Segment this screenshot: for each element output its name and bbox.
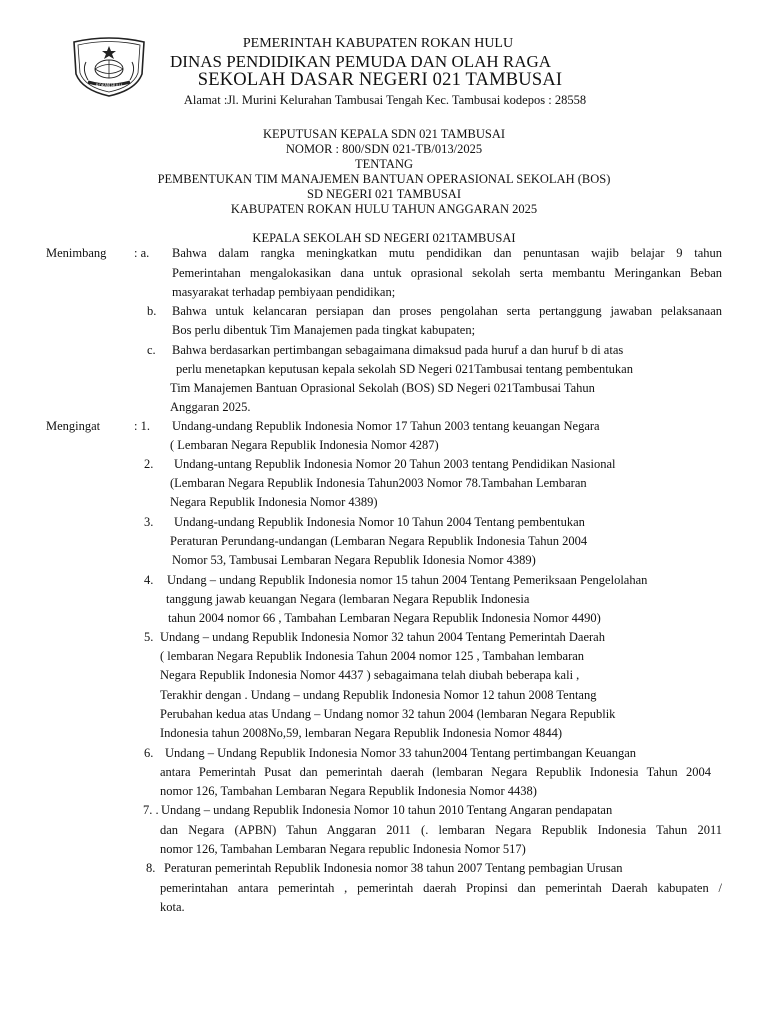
decree-school: SD NEGERI 021 TAMBUSAI — [307, 187, 461, 201]
menimbang-c-line: Tim Manajemen Bantuan Oprasional Sekolah (BOS) SD Negeri 021Tambusai Tahun — [170, 381, 595, 395]
mengingat-5-marker: 5. — [144, 630, 154, 644]
mengingat-8-line: Peraturan pemerintah Republik Indonesia nomor 38 tahun 2007 Tentang pembagian Urusan — [164, 861, 623, 875]
menimbang-a-line: Pemerintahan mengalokasikan dana untuk oprasional sekolah serta membantu Meringankan Beban — [172, 266, 722, 280]
mengingat-7-line: nomor 126, Tambahan Lembaran Negara republic Indonesia Nomor 517) — [160, 842, 526, 856]
mengingat-1-marker: : 1. — [134, 419, 150, 433]
decree-tentang: TENTANG — [354, 157, 413, 171]
mengingat-5-line: Indonesia tahun 2008No,59, lembaran Negara Republik Indonesia Nomor 4844) — [160, 726, 562, 740]
menimbang-b-marker: b. — [147, 304, 157, 318]
mengingat-7-line: dan Negara (APBN) Tahun Anggaran 2011 (. lembaran Negara Republik Indonesia Tahun 2011 — [160, 823, 722, 837]
mengingat-5-line: Perubahan kedua atas Undang – Undang nomor 32 tahun 2004 (lembaran Negara Republik — [160, 707, 616, 721]
mengingat-1-line: Undang-undang Republik Indonesia Nomor 17 Tahun 2003 tentang keuangan Negara — [172, 419, 600, 433]
mengingat-4-marker: 4. — [144, 573, 154, 587]
mengingat-2-line: Undang-untang Republik Indonesia Nomor 20 Tahun 2003 tentang Pendidikan Nasional — [174, 457, 616, 471]
mengingat-6-marker: 6. — [144, 746, 154, 760]
decree-title: KEPUTUSAN KEPALA SDN 021 TAMBUSAI — [262, 127, 506, 141]
mengingat-6-line: Undang – Undang Republik Indonesia Nomor 33 tahun2004 Tentang pertimbangan Keuangan — [165, 746, 637, 760]
regency-emblem-logo — [64, 36, 154, 98]
menimbang-a-line: masyarakat terhadap pembiyaan pendidikan; — [172, 285, 396, 299]
mengingat-3-line: Nomor 53, Tambusai Lembaran Negara Republik Idonesia Nomor 4389) — [172, 553, 536, 567]
mengingat-5-line: ( lembaran Negara Republik Indonesia Tahun 2004 nomor 125 , Tambahan lembaran — [160, 649, 585, 663]
mengingat-4-line: tanggung jawab keuangan Negara (lembaran Negara Republik Indonesia — [166, 592, 530, 606]
mengingat-7-marker: 7. . — [143, 803, 159, 817]
menimbang-a-marker: : a. — [134, 246, 150, 260]
decree-issuer: KEPALA SEKOLAH SD NEGERI 021TAMBUSAI — [252, 231, 516, 245]
mengingat-8-line: kota. — [160, 900, 185, 914]
menimbang-b-line: Bahwa untuk kelancaran persiapan dan proses pengolahan serta pertanggung jawaban pelaksanaan — [172, 304, 722, 318]
letterhead-address: Alamat :Jl. Murini Kelurahan Tambusai Tengah Kec. Tambusai kodepos : 28558 — [183, 93, 587, 107]
decree-subject: PEMBENTUKAN TIM MANAJEMEN BANTUAN OPERASIONAL SEKOLAH (BOS) — [157, 172, 611, 186]
mengingat-6-line: antara Pemerintah Pusat dan pemerintah daerah (lembaran Negara Republik Indonesia Tahun 2004 — [160, 765, 711, 779]
menimbang-label: Menimbang — [46, 246, 107, 260]
menimbang-c-line: perlu menetapkan keputusan kepala sekolah SD Negeri 021Tambusai tentang pembentukan — [176, 362, 633, 376]
mengingat-5-line: Undang – undang Republik Indonesia Nomor 32 tahun 2004 Tentang Pemerintah Daerah — [160, 630, 605, 644]
mengingat-4-line: Undang – undang Republik Indonesia nomor 15 tahun 2004 Tentang Pemeriksaan Pengelolahan — [167, 573, 648, 587]
mengingat-2-line: (Lembaran Negara Republik Indonesia Tahun2003 Nomor 78.Tambahan Lembaran — [170, 476, 587, 490]
menimbang-c-line: Anggaran 2025. — [170, 400, 251, 414]
mengingat-3-line: Peraturan Perundang-undangan (Lembaran Negara Republik Indonesia Tahun 2004 — [170, 534, 588, 548]
mengingat-5-line: Negara Republik Indonesia Nomor 4437 ) sebagaimana telah diubah beberapa kali , — [160, 668, 580, 682]
mengingat-8-marker: 8. — [146, 861, 156, 875]
menimbang-c-marker: c. — [147, 343, 156, 357]
mengingat-label: Mengingat — [46, 419, 101, 433]
letterhead-government: PEMERINTAH KABUPATEN ROKAN HULU — [242, 36, 514, 51]
mengingat-2-marker: 2. — [144, 457, 154, 471]
mengingat-8-line: pemerintahan antara pemerintah , pemerintah daerah Propinsi dan pemerintah Daerah kabupaten / — [160, 881, 722, 895]
mengingat-7-line: Undang – undang Republik Indonesia Nomor 10 tahun 2010 Tentang Angaran pendapatan — [161, 803, 613, 817]
menimbang-b-line: Bos perlu dibentuk Tim Manajemen pada tingkat kabupaten; — [172, 323, 476, 337]
menimbang-a-line: Bahwa dalam rangka meningkatkan mutu pendidikan dan penuntasan wajib belajar 9 tahun — [172, 246, 722, 260]
logo-text: ROKAN HULU — [95, 83, 123, 88]
mengingat-3-line: Undang-undang Republik Indonesia Nomor 10 Tahun 2004 Tentang pembentukan — [174, 515, 585, 529]
letterhead-department: DINAS PENDIDIKAN PEMUDA DAN OLAH RAGA — [170, 52, 552, 71]
mengingat-2-line: Negara Republik Indonesia Nomor 4389) — [170, 495, 378, 509]
mengingat-6-line: nomor 126, Tambahan Lembaran Negara Republik Indonesia Nomor 4438) — [160, 784, 537, 798]
mengingat-1-line: ( Lembaran Negara Republik Indonesia Nomor 4287) — [170, 438, 439, 452]
mengingat-3-marker: 3. — [144, 515, 154, 529]
mengingat-5-line: Terakhir dengan . Undang – undang Republik Indonesia Nomor 12 tahun 2008 Tentang — [160, 688, 597, 702]
decree-number: NOMOR : 800/SDN 021-TB/013/2025 — [285, 142, 483, 156]
mengingat-4-line: tahun 2004 nomor 66 , Tambahan Lembaran Negara Republik Indonesia Nomor 4490) — [168, 611, 601, 625]
decree-year: KABUPATEN ROKAN HULU TAHUN ANGGARAN 2025 — [230, 202, 538, 216]
letterhead-school: SEKOLAH DASAR NEGERI 021 TAMBUSAI — [197, 70, 563, 90]
menimbang-c-line: Bahwa berdasarkan pertimbangan sebagaimana dimaksud pada huruf a dan huruf b di atas — [172, 343, 624, 357]
